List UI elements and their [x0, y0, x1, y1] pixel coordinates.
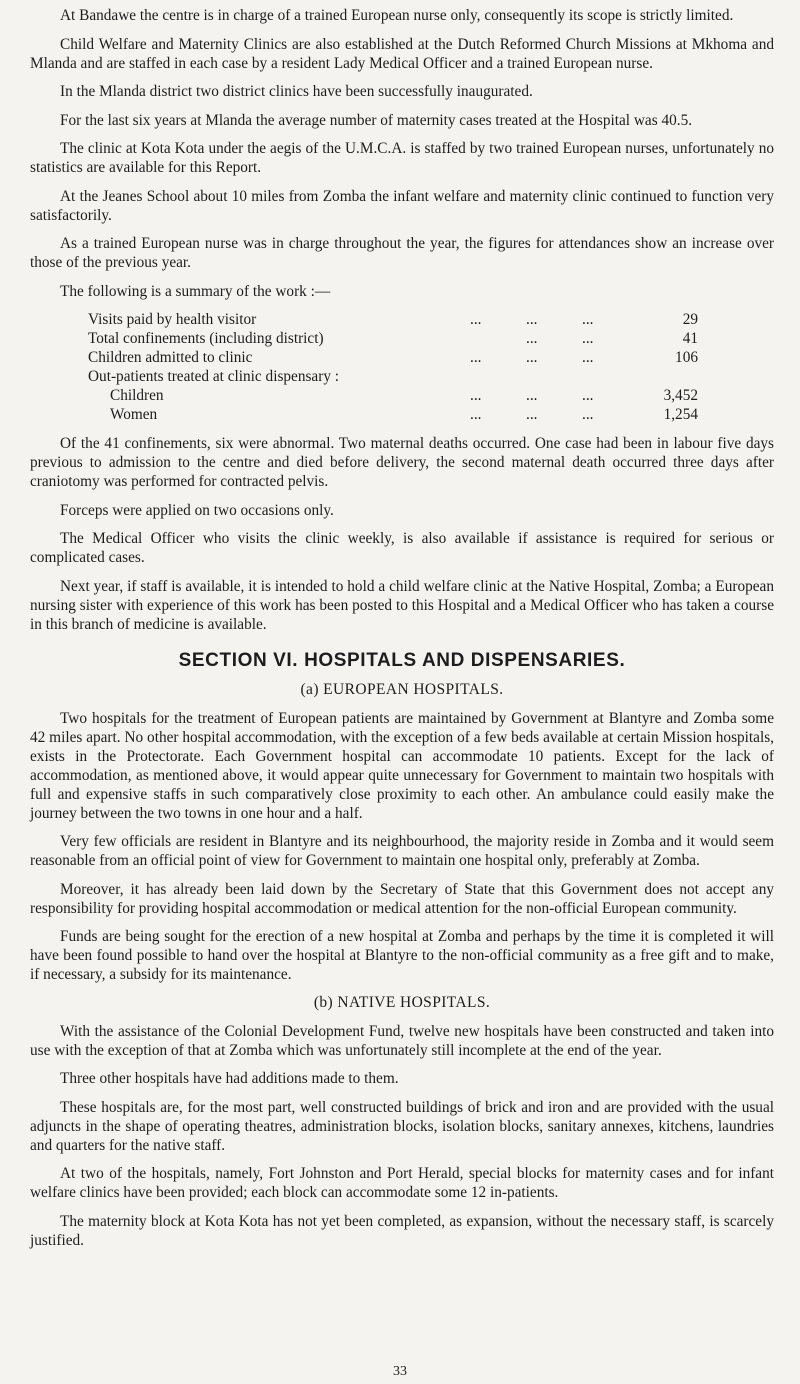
paragraph: Moreover, it has already been laid down by the Secretary of State that this Government does not accept any responsibility for providing hospital accommodation or medical attention for the non-official European community. — [30, 880, 774, 917]
summary-value: 1,254 — [663, 406, 698, 423]
summary-row — [88, 405, 698, 424]
paragraph: At the Jeanes School about 10 miles from Zomba the infant welfare and maternity clinic continued to function very satisfactorily. — [30, 187, 774, 224]
leader-dots: ... ... ... — [470, 349, 594, 366]
summary-value: 29 — [682, 311, 698, 328]
summary-value: 106 — [675, 349, 698, 366]
paragraph: Two hospitals for the treatment of European patients are maintained by Government at Blantyre and Zomba some 42 miles apart. No other hospital accommodation, with the exception of a few beds available at certain Mission hospitals, exists in the Protectorate. Each Government hospital can accommodate 10 patients. Except for the lack of accommodation, as mentioned above, it would appear quite unnecessary for Government to maintain two hospitals with full and expensive staffs in such comparatively close proximity to each other. An ambulance could easily make the journey between the two towns in one hour and a half. — [30, 709, 774, 822]
summary-label: Total confinements (including district) — [88, 330, 324, 347]
paragraph: With the assistance of the Colonial Development Fund, twelve new hospitals have been constructed and taken into use with the exception of that at Zomba which was unfortunately still incomplete at the end of the year. — [30, 1022, 774, 1059]
subsection-heading-european: (a) EUROPEAN HOSPITALS. — [300, 680, 504, 698]
summary-value: 41 — [682, 330, 698, 347]
summary-label: Children — [110, 387, 164, 404]
paragraph: Of the 41 confinements, six were abnormal. Two maternal deaths occurred. One case had been in labour five days previous to admission to the centre and died before delivery, the second maternal death occurred three days after craniotomy was performed for contracted pelvis. — [30, 435, 774, 490]
paragraph: The following is a summary of the work :— — [60, 282, 331, 300]
subsection-heading-native: (b) NATIVE HOSPITALS. — [313, 993, 491, 1011]
leader-dots: ... ... — [526, 330, 594, 347]
paragraph: The clinic at Kota Kota under the aegis of the U.M.C.A. is staffed by two trained European nurses, unfortunately no statistics are available for this Report. — [30, 140, 774, 176]
summary-label: Children admitted to clinic — [88, 349, 253, 366]
summary-group-row — [88, 367, 698, 386]
paragraph: Very few officials are resident in Blantyre and its neighbourhood, the majority reside in Zomba and it would seem reasonable from an official point of view for Government to maintain one hospital only, preferably at Zomba. — [30, 833, 774, 869]
summary-label: Women — [110, 406, 158, 423]
summary-label: Visits paid by health visitor — [88, 311, 257, 328]
paragraph: The Medical Officer who visits the clinic weekly, is also available if assistance is required for serious or complicated cases. — [30, 530, 774, 566]
summary-row — [88, 329, 698, 348]
summary-group-label: Out-patients treated at clinic dispensary : — [88, 368, 340, 385]
paragraph: Three other hospitals have had additions made to them. — [60, 1070, 399, 1087]
paragraph: In the Mlanda district two district clinics have been successfully inaugurated. — [60, 83, 533, 100]
work-summary-table — [88, 310, 698, 424]
paragraph: Forceps were applied on two occasions only. — [60, 501, 334, 519]
page-number: 33 — [393, 1364, 407, 1379]
paragraph: At two of the hospitals, namely, Fort Johnston and Port Herald, special blocks for maternity cases and for infant welfare clinics have been provided; each block can accommodate some 12 in-patients. — [30, 1165, 774, 1201]
leader-dots: ... ... ... — [470, 406, 594, 423]
summary-value: 3,452 — [663, 387, 698, 404]
paragraph: These hospitals are, for the most part, well constructed buildings of brick and iron and are provided with the usual adjuncts in the shape of operating theatres, administration blocks, isolation blocks, sanitary annexes, kitchens, laundries and quarters for the native staff. — [30, 1098, 774, 1154]
page-content — [30, 0, 774, 1250]
paragraph: Funds are being sought for the erection of a new hospital at Zomba and perhaps by the time it is completed it will have been found possible to hand over the hospital at Blantyre to the non-official community as a free gift and to make, if necessary, a subsidy for its maintenance. — [30, 928, 774, 983]
paragraph: For the last six years at Mlanda the average number of maternity cases treated at the Hospital was 40.5. — [60, 111, 693, 129]
summary-row — [88, 348, 698, 367]
paragraph: As a trained European nurse was in charge throughout the year, the figures for attendances show an increase over those of the previous year. — [30, 235, 774, 271]
summary-row — [88, 386, 698, 405]
summary-row — [88, 310, 698, 329]
paragraph: At Bandawe the centre is in charge of a trained European nurse only, consequently its scope is strictly limited. — [60, 7, 734, 24]
paragraph: The maternity block at Kota Kota has not yet been completed, as expansion, without the necessary staff, is scarcely justified. — [30, 1212, 774, 1249]
section-heading: SECTION VI. HOSPITALS AND DISPENSARIES. — [178, 649, 626, 671]
leader-dots: ... ... ... — [470, 311, 594, 328]
leader-dots: ... ... ... — [470, 387, 594, 404]
paragraph: Child Welfare and Maternity Clinics are also established at the Dutch Reformed Church Missions at Mkhoma and Mlanda and are staffed in each case by a resident Lady Medical Officer and a trained European nurse. — [30, 35, 774, 72]
paragraph: Next year, if staff is available, it is intended to hold a child welfare clinic at the Native Hospital, Zomba; a European nursing sister with experience of this work has been posted to this Hospital and a Medical Officer who has taken a course in this branch of medicine is available. — [30, 577, 774, 633]
